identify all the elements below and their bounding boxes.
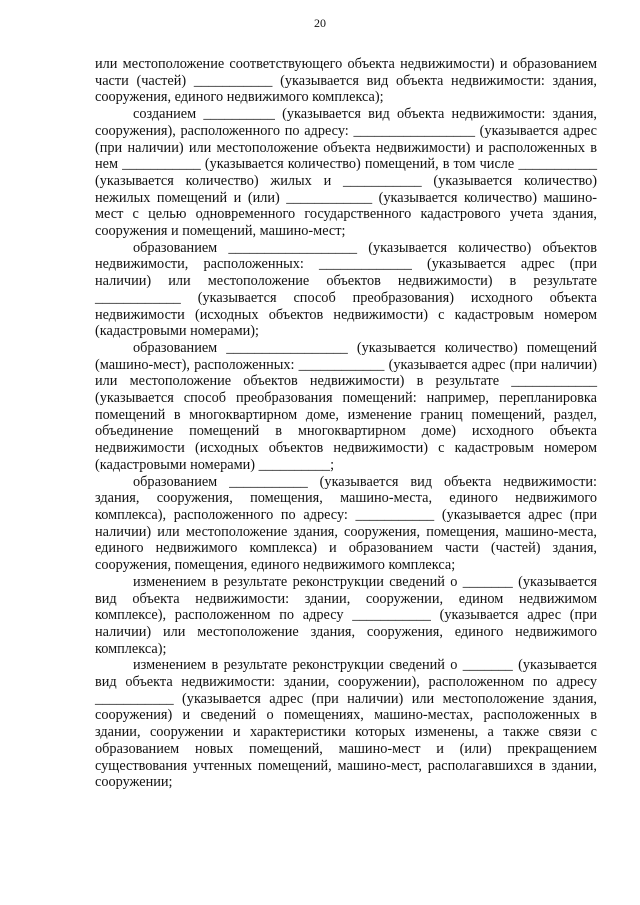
paragraph-formation-object-parts: образованием ___________ (указывается вид объекта недвижимости: здания, сооружения, помещения, машино-места, единого недвижимого комплекса), расположенного по адресу: ___________ (указывается адрес (при наличии) или местоположение здания, сооружения, помещения, машино-места, единого недвижимого комплекса) и образованием части (частей) здания, сооружения, помещения, единого недвижимого комплекса; (95, 473, 597, 574)
paragraph-reconstruction-change: изменением в результате реконструкции сведений о _______ (указывается вид объекта недвижимости: здании, сооружении, едином недвижимом комплексе), расположенном по адресу ___________ (указывается адрес (при наличии) или местоположение здания, сооружения, единого недвижимого комплекса); (95, 573, 597, 657)
page-number: 20 (314, 16, 326, 30)
paragraph-continuation: или местоположение соответствующего объекта недвижимости) и образованием части (частей) ___________ (указывается вид объекта недвижимости: здания, сооружения, единого недвижимого комплекса); (95, 56, 597, 106)
paragraph-reconstruction-premises: изменением в результате реконструкции сведений о _______ (указывается вид объекта недвижимости: здании, сооружении), расположенном по адресу ___________ (указывается адрес (при наличии) или местоположение здания, сооружения) и сведений о помещениях, машино-местах, расположенных в здании, сооружении и характеристики которых изменены, а также связи с образованием новых помещений, машино-мест и (или) прекращением существования учтенных помещений, машино-мест, располагавшихся в здании, сооружении; (95, 657, 597, 791)
document-body (95, 56, 597, 791)
paragraph-formation-objects: образованием __________________ (указывается количество) объектов недвижимости, расположенных: _____________ (указывается адрес (при наличии) или местоположение объектов недвижимости) в результате ____________ (указывается способ преобразования) исходного объекта недвижимости (исходных объектов недвижимости) с кадастровым номером (кадастровыми номерами); (95, 239, 597, 340)
paragraph-creation-building: созданием __________ (указывается вид объекта недвижимости: здания, сооружения), расположенного по адресу: _________________ (указывается адрес (при наличии) или местоположение объекта недвижимости) и расположенных в нем ___________ (указывается количество) помещений, в том числе ___________ (указывается количество) жилых и ___________ (указывается количество) нежилых помещений и (или) ____________ (указывается количество) машино-мест с целью одновременного государственного кадастрового учета здания, сооружения и помещений, машино-мест; (95, 106, 597, 240)
paragraph-formation-premises: образованием _________________ (указывается количество) помещений (машино-мест), расположенных: ____________ (указывается адрес (при наличии) или местоположение объектов недвижимости) в результате ____________ (указывается способ преобразования помещений: например, перепланировка помещений в многоквартирном доме, изменение границ помещений, раздел, объединение помещений в многоквартирном доме) исходного объекта недвижимости (исходных объектов недвижимости) с кадастровым номером (кадастровыми номерами) __________; (95, 339, 597, 473)
